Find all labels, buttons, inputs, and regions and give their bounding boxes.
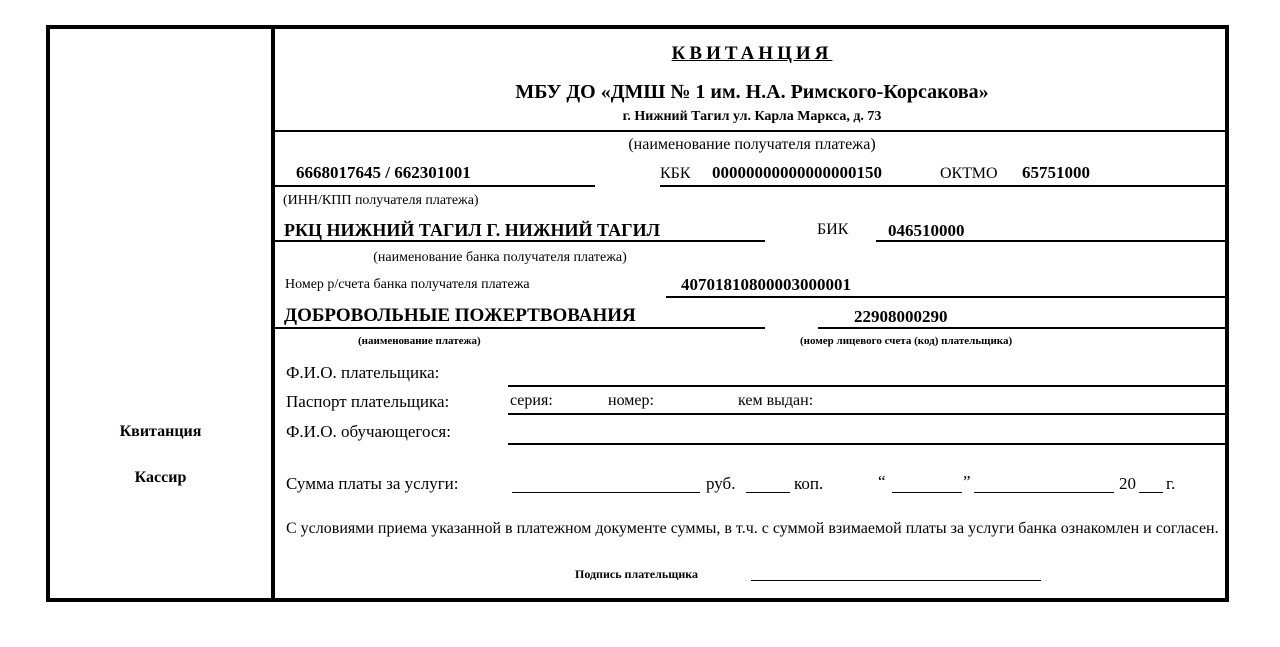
account-value: 40701810800003000001 (681, 275, 851, 294)
payer-code-caption: (номер лицевого счета (код) плательщика) (800, 335, 1013, 347)
payer-fio-field[interactable] (508, 385, 1229, 387)
payer-code-underline (818, 327, 1229, 329)
bank-caption: (наименование банка получателя платежа) (373, 250, 627, 265)
signature-label: Подпись плательщика (575, 567, 698, 581)
student-fio-field[interactable] (508, 443, 1229, 445)
inn-kpp-value: 6668017645 / 662301001 (296, 163, 471, 182)
agreement-text: С условиями приема указанной в платежном документе суммы, в т.ч. с суммой взимаемой платы за услуги банка ознакомлен и согласен. (286, 520, 1219, 537)
rub-label: руб. (706, 474, 736, 493)
sum-label: Сумма платы за услуги: (286, 474, 459, 493)
inn-caption: (ИНН/КПП получателя платежа) (283, 193, 479, 208)
bik-value: 046510000 (888, 221, 965, 240)
kbk-underline (660, 185, 1229, 187)
signature-field[interactable] (751, 580, 1041, 581)
kbk-value: 00000000000000000150 (712, 163, 882, 182)
oktmo-label: ОКТМО (940, 165, 998, 182)
payer-code-value: 22908000290 (854, 307, 948, 326)
payment-underline (275, 327, 765, 329)
account-underline (666, 296, 1229, 298)
payer-fio-label: Ф.И.О. плательщика: (286, 363, 440, 382)
kop-label: коп. (794, 474, 824, 493)
receipt-form (46, 25, 1229, 602)
payment-name: ДОБРОВОЛЬНЫЕ ПОЖЕРТВОВАНИЯ (284, 305, 636, 326)
payment-caption: (наименование платежа) (358, 335, 481, 347)
cashier-label: Кассир (134, 469, 187, 486)
account-label: Номер р/счета банка получателя платежа (285, 277, 530, 292)
bank-name: РКЦ НИЖНИЙ ТАГИЛ Г. НИЖНИЙ ТАГИЛ (284, 220, 661, 240)
passport-label: Паспорт плательщика: (286, 392, 450, 411)
bank-underline (275, 240, 765, 242)
date-day-field[interactable] (892, 492, 962, 493)
date-year-field[interactable] (1139, 492, 1163, 493)
organization-name: МБУ ДО «ДМШ № 1 им. Н.А. Римского-Корсакова» (515, 81, 989, 103)
receipt-left-column (50, 29, 275, 598)
sum-rub-field[interactable] (512, 492, 700, 493)
organization-address: г. Нижний Тагил ул. Карла Маркса, д. 73 (622, 109, 882, 124)
bik-underline (876, 240, 1229, 242)
document-title: КВИТАНЦИЯ (671, 43, 833, 64)
passport-number-label: номер: (608, 392, 654, 409)
date-month-field[interactable] (974, 492, 1114, 493)
inn-underline (275, 185, 595, 187)
date-quote-close: ” (963, 472, 971, 491)
divider (275, 130, 1229, 132)
kbk-label: КБК (660, 165, 691, 182)
receipt-label: Квитанция (119, 423, 202, 440)
bik-label: БИК (817, 221, 849, 238)
oktmo-value: 65751000 (1022, 163, 1090, 182)
passport-issued-label: кем выдан: (738, 392, 814, 409)
student-fio-label: Ф.И.О. обучающегося: (286, 422, 451, 441)
recipient-caption: (наименование получателя платежа) (628, 136, 876, 153)
passport-field[interactable] (508, 413, 1229, 415)
passport-series-label: серия: (510, 392, 553, 409)
year-prefix: 20 (1119, 474, 1136, 493)
date-quote-open: “ (878, 472, 886, 491)
year-suffix: г. (1166, 474, 1176, 493)
sum-kop-field[interactable] (746, 492, 790, 493)
